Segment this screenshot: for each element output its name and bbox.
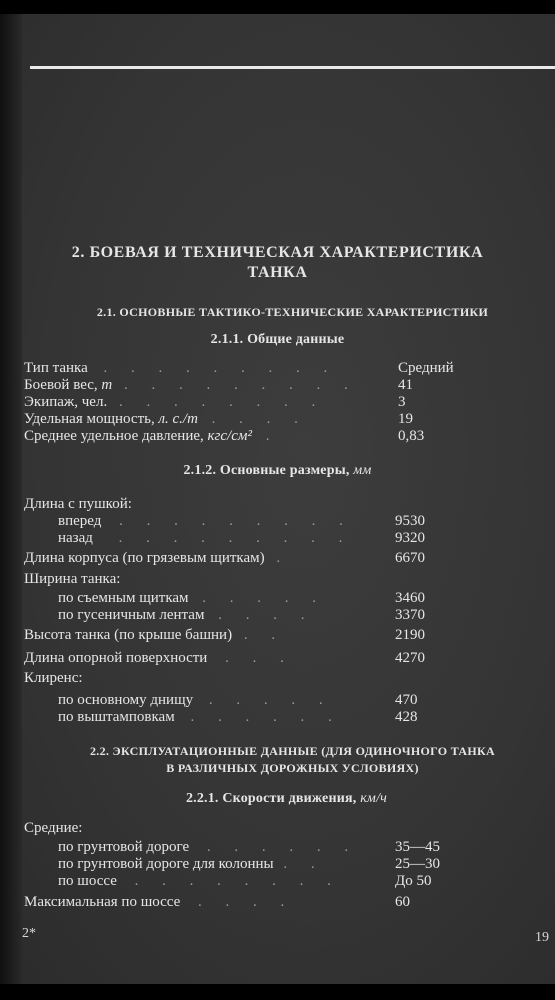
spec-label: вперед xyxy=(58,513,102,529)
leader-dots: . . . . . . . . xyxy=(118,394,326,410)
spec-label: Тип танка xyxy=(24,360,88,376)
leader-dots: . . . . . . . . . xyxy=(119,513,353,529)
spec-label: Длина опорной поверхности xyxy=(24,650,208,666)
spec-label: Средние: xyxy=(24,820,83,836)
spec-value: 428 xyxy=(395,709,418,725)
spec-value: 3460 xyxy=(395,590,425,606)
subsection-title-unit: км/ч xyxy=(360,791,388,806)
spec-row xyxy=(24,496,132,513)
section-2-1-title: 2.1. ОСНОВНЫЕ ТАКТИКО-ТЕХНИЧЕСКИЕ ХАРАКТЕРИСТИКИ xyxy=(96,305,489,319)
section-2-2-title-line2: В РАЗЛИЧНЫХ ДОРОЖНЫХ УСЛОВИЯХ) xyxy=(166,761,419,775)
spec-value: 6670 xyxy=(395,550,425,566)
leader-dots: . xyxy=(265,428,280,444)
subsection-2-1-2-title xyxy=(0,463,555,479)
book-page xyxy=(0,14,555,984)
spec-unit: т xyxy=(101,377,113,393)
spec-row xyxy=(58,513,353,530)
spec-label: Максимальная по шоссе xyxy=(24,894,181,910)
spec-value: 3 xyxy=(398,394,406,410)
spec-row xyxy=(58,607,314,624)
leader-dots: . . xyxy=(283,856,325,872)
spec-label: по грунтовой дороге для колонны xyxy=(58,856,274,872)
spec-row xyxy=(24,360,337,377)
spec-value: 3370 xyxy=(395,607,425,623)
subsection-title-text: 2.1.2. Основные размеры, xyxy=(183,463,350,478)
spec-row xyxy=(24,571,120,588)
spec-row xyxy=(58,873,341,890)
spec-row xyxy=(24,650,294,667)
spec-row xyxy=(24,670,83,687)
spec-value: 9320 xyxy=(395,530,425,546)
leader-dots: . . . . . xyxy=(202,590,327,606)
leader-dots: . . . . . . xyxy=(190,709,342,725)
subsection-2-1-1-title: 2.1.1. Общие данные xyxy=(210,332,345,347)
spec-row xyxy=(24,550,290,567)
spec-value: До 50 xyxy=(395,873,432,889)
spec-label: по грунтовой дороге xyxy=(58,839,190,855)
spec-row xyxy=(24,377,358,394)
spec-row xyxy=(58,692,333,709)
spec-value: 35—45 xyxy=(395,839,440,855)
leader-dots: . . . . xyxy=(218,607,315,623)
spec-row xyxy=(58,709,342,726)
section-2-2-title-line1: 2.2. ЭКСПЛУАТАЦИОННЫЕ ДАННЫЕ (ДЛЯ ОДИНОЧНОГО ТАНКА xyxy=(90,744,495,758)
subsection-title-text: 2.2.1. Скорости движения, xyxy=(185,791,357,806)
printer-signature-mark: 2* xyxy=(22,926,36,941)
leader-dots: . . . . xyxy=(198,894,295,910)
subsection-title-unit: мм xyxy=(353,463,372,478)
leader-dots: . . . . . . . . . xyxy=(103,360,338,376)
spec-label: Экипаж, чел. xyxy=(24,394,108,410)
spec-label: Длина с пушкой: xyxy=(24,496,132,512)
spec-row xyxy=(24,894,294,911)
spec-label: Ширина танка: xyxy=(24,571,121,587)
spec-row xyxy=(24,820,82,837)
spec-unit: кгс/см² xyxy=(207,428,252,444)
header-rule xyxy=(30,66,555,69)
spec-label: Среднее удельное давление, xyxy=(24,428,204,444)
spec-value: 470 xyxy=(395,692,418,708)
spec-row xyxy=(24,394,325,411)
leader-dots: . . . . . . . . . xyxy=(118,530,353,546)
page-number: 19 xyxy=(535,930,549,945)
leader-dots: . . xyxy=(243,627,286,643)
book-spine-shadow xyxy=(0,14,22,984)
chapter-title-line1: 2. БОЕВАЯ И ТЕХНИЧЕСКАЯ ХАРАКТЕРИСТИКА xyxy=(71,244,484,261)
spec-value: 2190 xyxy=(395,627,425,643)
spec-label: назад xyxy=(58,530,93,546)
spec-label: по шоссе xyxy=(58,873,117,889)
spec-unit: л. с./т xyxy=(158,411,198,427)
leader-dots: . . . . . . . . xyxy=(134,873,341,889)
spec-row xyxy=(24,411,308,428)
spec-label: по выштамповкам xyxy=(58,709,175,725)
spec-value: 25—30 xyxy=(395,856,440,872)
spec-label: по съемным щиткам xyxy=(58,590,189,606)
spec-value: 4270 xyxy=(395,650,425,666)
spec-row xyxy=(58,590,326,607)
spec-label: Высота танка (по крыше башни) xyxy=(24,627,233,643)
spec-label: по основному днищу xyxy=(58,692,194,708)
spec-value: 19 xyxy=(398,411,413,427)
leader-dots: . xyxy=(276,550,291,566)
spec-value: 9530 xyxy=(395,513,425,529)
spec-row xyxy=(58,839,358,856)
spec-value: 0,83 xyxy=(398,428,425,444)
subsection-2-2-1-title xyxy=(0,791,555,807)
spec-label: Длина корпуса (по грязевым щиткам) xyxy=(24,550,265,566)
spec-row xyxy=(58,856,325,873)
leader-dots: . . . . . xyxy=(208,692,333,708)
spec-row xyxy=(58,530,352,547)
leader-dots: . . . . xyxy=(211,411,308,427)
spec-value: 60 xyxy=(395,894,410,910)
chapter-title-line2: ТАНКА xyxy=(247,264,308,281)
spec-row xyxy=(24,428,279,445)
leader-dots: . . . . . . xyxy=(206,839,359,855)
spec-label: Удельная мощность, xyxy=(24,411,155,427)
spec-label: Боевой вес, xyxy=(24,377,98,393)
leader-dots: . . . . . . . . . xyxy=(124,377,358,393)
spec-value: 41 xyxy=(398,377,413,393)
spec-row xyxy=(24,627,285,644)
leader-dots: . . . xyxy=(225,650,294,666)
spec-label: Клиренс: xyxy=(24,670,83,686)
spec-label: по гусеничным лентам xyxy=(58,607,205,623)
spec-value: Средний xyxy=(398,360,454,376)
